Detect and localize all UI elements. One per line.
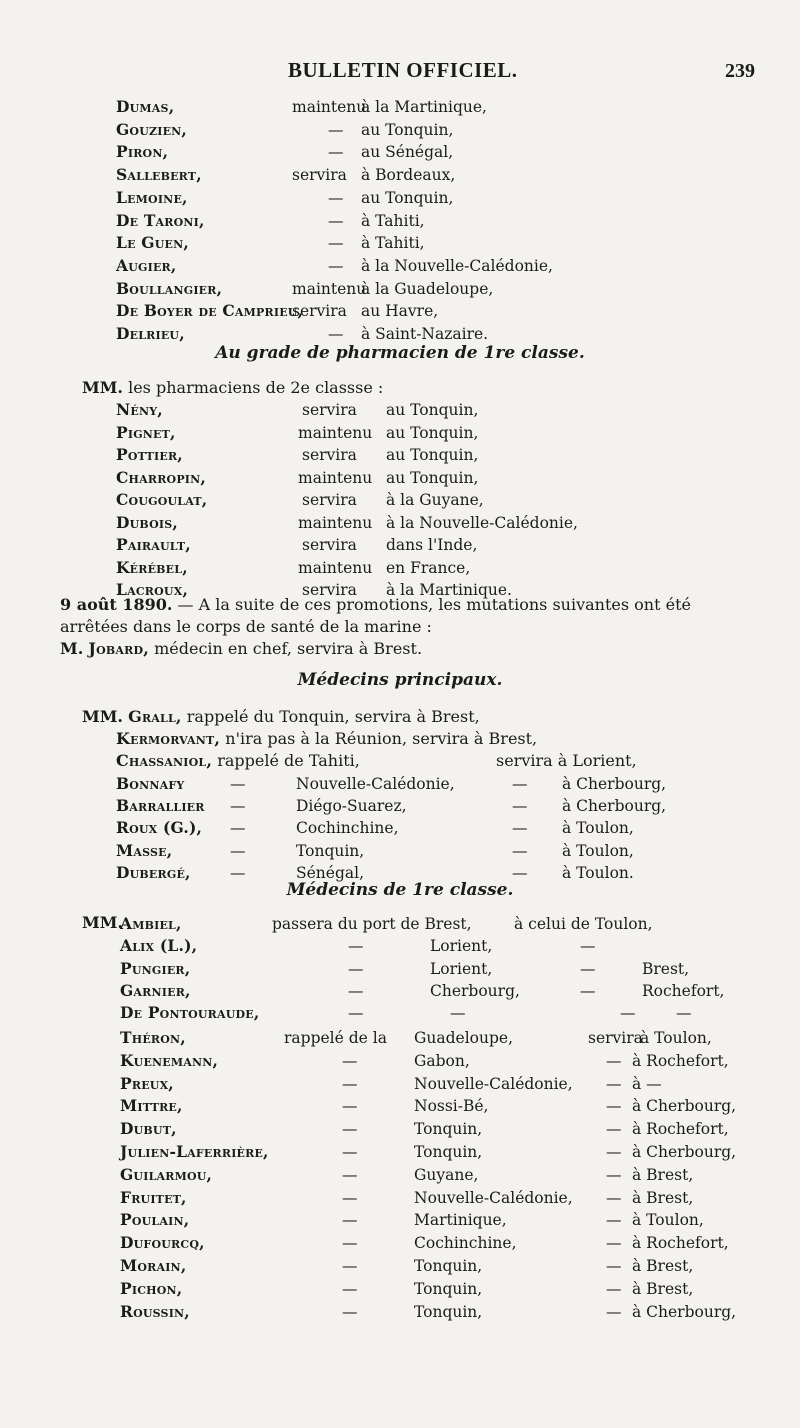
- assignment-verb: servira: [302, 491, 357, 509]
- ditto-mark: —: [230, 775, 246, 793]
- officer-name: Augier,: [116, 255, 177, 275]
- intro-text: les pharmaciens de 2e classse :: [128, 378, 384, 397]
- table-row: [120, 1072, 780, 1096]
- origin: Nossi-Bé,: [414, 1097, 489, 1116]
- destination: à Tahiti,: [361, 211, 425, 230]
- origin: Tonquin,: [414, 1120, 483, 1139]
- doctor-name: Alix (L.),: [120, 936, 198, 956]
- pharmacist-name: Pottier,: [116, 445, 183, 464]
- recall-text: —: [342, 1165, 358, 1184]
- assignment-verb: servira: [302, 581, 357, 599]
- assignment-verb: maintenu: [298, 558, 373, 577]
- table-row: [120, 957, 780, 981]
- table-row: [120, 1094, 780, 1118]
- port: —: [450, 1004, 466, 1023]
- grall-text: rappelé du Tonquin, servira à Brest,: [181, 707, 480, 726]
- pharmacist-name: Cougoulat,: [116, 490, 208, 509]
- assignment-verb: maintenu: [298, 468, 373, 487]
- list-row: [116, 186, 780, 210]
- assignment-verb: —: [328, 234, 344, 253]
- ditto-mark: —: [606, 1279, 622, 1298]
- list-row: [116, 421, 780, 445]
- table-row: [120, 1186, 780, 1210]
- officer-name: Dumas,: [116, 97, 175, 116]
- recall-text: —: [342, 1097, 358, 1116]
- list-row: [116, 95, 780, 119]
- decree-line-2: [60, 616, 432, 638]
- assignment-verb: —: [328, 143, 344, 162]
- table-row: [116, 816, 780, 840]
- ditto-mark: —: [512, 775, 528, 793]
- origin: Diégo-Suarez,: [296, 797, 407, 816]
- officer-name: Delrieu,: [116, 324, 185, 343]
- doctor-name: Dubut,: [120, 1119, 177, 1139]
- destination: au Tonquin,: [386, 401, 479, 419]
- table-row: [120, 1300, 780, 1324]
- destination: Rochefort,: [642, 981, 725, 1000]
- ditto-mark: —: [606, 1074, 622, 1093]
- list-row: [116, 140, 780, 164]
- list-row: [116, 533, 780, 557]
- table-row: [120, 1231, 780, 1255]
- origin: Cochinchine,: [414, 1234, 517, 1253]
- list-row: [116, 443, 780, 467]
- assignment-verb: servira: [292, 302, 347, 321]
- doctor-name: Pichon,: [120, 1278, 183, 1298]
- origin: Cochinchine,: [296, 819, 399, 838]
- heading-text: Au grade de pharmacien de 1re classe.: [215, 343, 585, 363]
- officer-name: Le Guen,: [116, 233, 189, 253]
- origin: Nouvelle-Calédonie,: [296, 775, 455, 793]
- table-row: [120, 1277, 780, 1301]
- destination: à la Martinique,: [361, 98, 487, 116]
- assignment-verb: maintenu: [292, 98, 367, 116]
- assignment-verb: servira: [292, 166, 347, 185]
- assignment-verb: —: [328, 325, 344, 343]
- origin: Gabon,: [414, 1051, 470, 1070]
- ditto-mark: —: [348, 937, 364, 956]
- origin: Guyane,: [414, 1165, 479, 1184]
- list-row: [116, 254, 780, 278]
- jobard-name: Jobard,: [88, 639, 150, 658]
- doctor-name: Preux,: [120, 1073, 174, 1093]
- assignment-verb: maintenu: [298, 513, 373, 532]
- ditto-mark: —: [580, 981, 596, 1000]
- officer-name: Boullangier,: [116, 278, 223, 298]
- m-label: M.: [60, 639, 84, 658]
- recall-text: —: [342, 1051, 358, 1070]
- heading-text: Médecins de 1re classe.: [286, 880, 514, 900]
- doctor-name: Roussin,: [120, 1301, 190, 1321]
- ditto-mark: —: [512, 841, 528, 860]
- doctor-name: De Pontouraude,: [120, 1003, 260, 1023]
- section-heading-medecins-1re: [0, 880, 800, 900]
- origin: Tonquin,: [414, 1302, 483, 1321]
- table-row: [120, 1254, 780, 1278]
- ditto-mark: —: [606, 1143, 622, 1161]
- doctor-name: Julien-Laferrière,: [120, 1142, 269, 1161]
- ditto-mark: —: [512, 863, 528, 882]
- assignment-verb: servira: [302, 401, 357, 419]
- assignment-verb: —: [328, 211, 344, 230]
- port: Lorient,: [430, 937, 493, 956]
- destination: au Havre,: [361, 302, 439, 321]
- table-row: [116, 794, 780, 818]
- doctor-name: Masse,: [116, 840, 173, 860]
- destination: à Brest,: [632, 1165, 694, 1184]
- destination: au Tonquin,: [386, 446, 479, 464]
- origin: Martinique,: [414, 1211, 507, 1230]
- assignment-verb: —: [328, 120, 344, 139]
- recall-text: —: [342, 1074, 358, 1093]
- list-row: [116, 209, 780, 233]
- table-row: [120, 1049, 780, 1073]
- kermorvant-name: Kermorvant,: [116, 729, 221, 748]
- pharmaciens-intro: [82, 377, 383, 399]
- pharmacist-name: Pairault,: [116, 535, 191, 554]
- origin: Tonquin,: [414, 1257, 483, 1275]
- pharmacist-name: Kérébel,: [116, 557, 188, 577]
- destination: à Toulon,: [640, 1029, 712, 1047]
- ditto-mark: —: [606, 1188, 622, 1207]
- destination: au Sénégal,: [361, 143, 454, 162]
- doctor-name: Dubergé,: [116, 862, 191, 882]
- table-row: [120, 934, 780, 958]
- table-row: [120, 1001, 780, 1025]
- decree-line-1: [60, 594, 691, 616]
- origin: Tonquin,: [296, 841, 365, 860]
- ditto-mark: —: [606, 1234, 622, 1253]
- list-row: [116, 466, 780, 490]
- table-row: [120, 979, 780, 1003]
- recall-text: —: [342, 1143, 358, 1161]
- recall-text: rappelé de la: [284, 1029, 387, 1047]
- ditto-mark: —: [606, 1120, 622, 1139]
- chassaniol-destination: servira à Lorient,: [496, 751, 637, 770]
- destination: à Brest,: [632, 1188, 694, 1207]
- ditto-mark: —: [512, 819, 528, 838]
- section-heading-pharmacien: [0, 343, 800, 363]
- officer-name: De Boyer de Camprieu,: [116, 301, 304, 321]
- decree-date: 9 août 1890.: [60, 595, 173, 614]
- ditto-mark: —: [606, 1257, 622, 1275]
- destination: à Saint-Nazaire.: [361, 325, 489, 343]
- list-row: [116, 299, 780, 323]
- ditto-mark: —: [606, 1302, 622, 1321]
- destination: à Bordeaux,: [361, 166, 456, 185]
- pharmacist-name: Dubois,: [116, 512, 179, 532]
- destination: à Brest,: [632, 1279, 694, 1298]
- ditto-mark: —: [230, 819, 246, 838]
- list-row: [116, 163, 780, 187]
- destination: à la Martinique.: [386, 581, 512, 599]
- doctor-name: Barrallier: [116, 796, 205, 816]
- officer-name: Lemoine,: [116, 187, 188, 207]
- doctor-name: Bonnafy: [116, 774, 185, 793]
- ditto-mark: —: [606, 1211, 622, 1230]
- ditto-mark: —: [230, 841, 246, 860]
- chassaniol-text: rappelé de Tahiti,: [212, 751, 360, 770]
- ditto-mark: —: [348, 959, 364, 978]
- assignment-verb: —: [328, 188, 344, 207]
- transfer-text: passera du port de Brest,: [272, 915, 472, 933]
- ditto-mark: —: [606, 1097, 622, 1116]
- ditto-mark: —: [606, 1165, 622, 1184]
- doctor-name: Ambiel,: [120, 914, 182, 933]
- doctor-name: Guilarmou,: [120, 1164, 213, 1184]
- destination: au Tonquin,: [386, 468, 479, 487]
- page-number: 239: [725, 60, 755, 82]
- table-row: [120, 1208, 780, 1232]
- list-row: [116, 488, 780, 512]
- list-row: [116, 118, 780, 142]
- port: Lorient,: [430, 959, 493, 978]
- destination: à la Nouvelle-Calédonie,: [386, 513, 578, 532]
- list-row: [116, 511, 780, 535]
- destination: en France,: [386, 558, 471, 577]
- table-row: [116, 839, 780, 863]
- assignment-verb: —: [328, 256, 344, 275]
- destination: au Tonquin,: [361, 188, 454, 207]
- doctor-name: Garnier,: [120, 980, 191, 1000]
- table-row: [120, 912, 780, 936]
- doctor-name: Théron,: [120, 1028, 186, 1047]
- list-row: [116, 398, 780, 422]
- destination: à Brest,: [632, 1257, 694, 1275]
- origin: Nouvelle-Calédonie,: [414, 1074, 573, 1093]
- recall-text: —: [342, 1257, 358, 1275]
- origin: Nouvelle-Calédonie,: [414, 1188, 573, 1207]
- officer-name: Sallebert,: [116, 165, 202, 185]
- destination: à Toulon.: [562, 863, 634, 882]
- table-row: [120, 1026, 780, 1050]
- list-row: [116, 231, 780, 255]
- destination: —: [676, 1004, 692, 1023]
- destination: à Cherbourg,: [562, 797, 667, 816]
- recall-text: —: [342, 1188, 358, 1207]
- decree-line-3: [60, 638, 422, 660]
- doctor-name: Kuenemann,: [120, 1050, 219, 1070]
- pharmacist-name: Lacroux,: [116, 580, 189, 599]
- decree-text-1: — A la suite de ces promotions, les mutations suivantes ont été: [172, 595, 691, 614]
- destination: à la Nouvelle-Calédonie,: [361, 256, 553, 275]
- recall-text: —: [342, 1120, 358, 1139]
- list-row: [116, 556, 780, 580]
- destination: Brest,: [642, 959, 690, 978]
- assignment-verb: servira: [302, 536, 357, 554]
- mm-label: MM.: [82, 707, 123, 726]
- chassaniol-name: Chassaniol,: [116, 751, 213, 770]
- doctor-name: Morain,: [120, 1256, 187, 1275]
- origin: Tonquin,: [414, 1143, 483, 1161]
- assignment-verb: servira: [302, 446, 357, 464]
- table-row: [116, 772, 780, 796]
- origin: Guadeloupe,: [414, 1029, 513, 1047]
- ditto-mark: servira: [588, 1029, 643, 1047]
- section-heading-medecins-principaux: [0, 670, 800, 690]
- origin: Tonquin,: [414, 1279, 483, 1298]
- grall-name: Grall,: [128, 707, 182, 726]
- ditto-mark: —: [230, 797, 246, 816]
- destination: à Toulon,: [562, 841, 634, 860]
- table-row: [120, 1117, 780, 1141]
- recall-text: —: [342, 1211, 358, 1230]
- ditto-mark: —: [580, 959, 596, 978]
- principal-line-3: [116, 750, 676, 772]
- doctor-name: Mittre,: [120, 1096, 183, 1116]
- page-header: [0, 58, 800, 88]
- doctor-name: Poulain,: [120, 1210, 190, 1230]
- pharmacist-name: Pignet,: [116, 422, 176, 442]
- decree-text-2: arrêtées dans le corps de santé de la marine :: [60, 617, 432, 636]
- principal-line-1: [82, 706, 480, 728]
- origin: Sénégal,: [296, 863, 364, 882]
- destination: à celui de Toulon,: [514, 915, 653, 933]
- officer-name: Piron,: [116, 142, 169, 162]
- mm-label-section4: MM.: [82, 913, 123, 932]
- ditto-mark: —: [512, 797, 528, 816]
- officer-name: De Taroni,: [116, 210, 205, 230]
- destination: à Cherbourg,: [632, 1097, 737, 1116]
- pharmacist-name: Charropin,: [116, 467, 206, 487]
- ditto-mark: —: [606, 1051, 622, 1070]
- destination: à Rochefort,: [632, 1120, 729, 1139]
- destination: à Cherbourg,: [562, 775, 667, 793]
- recall-text: —: [342, 1302, 358, 1321]
- doctor-name: Fruitet,: [120, 1187, 187, 1207]
- destination: à la Guyane,: [386, 491, 484, 509]
- assignment-verb: maintenu: [292, 279, 367, 298]
- ditto-mark: —: [348, 1004, 364, 1023]
- destination: dans l'Inde,: [386, 536, 478, 554]
- destination: à —: [632, 1074, 662, 1093]
- heading-text: Médecins principaux.: [297, 670, 503, 690]
- officer-name: Gouzien,: [116, 119, 188, 139]
- destination: à Rochefort,: [632, 1234, 729, 1253]
- destination: au Tonquin,: [386, 423, 479, 442]
- ditto-mark: —: [230, 863, 246, 882]
- mm-label: MM.: [82, 378, 123, 397]
- destination: à la Guadeloupe,: [361, 279, 494, 298]
- destination: à Toulon,: [562, 819, 634, 838]
- table-row: [120, 1163, 780, 1187]
- assignment-verb: maintenu: [298, 423, 373, 442]
- port: Cherbourg,: [430, 981, 520, 1000]
- doctor-name: Dufourcq,: [120, 1233, 205, 1253]
- recall-text: —: [342, 1234, 358, 1253]
- destination: à Cherbourg,: [632, 1302, 737, 1321]
- recall-text: —: [342, 1279, 358, 1298]
- running-title: BULLETIN OFFICIEL.: [288, 58, 518, 82]
- doctor-name: Pungier,: [120, 958, 191, 978]
- destination: à Rochefort,: [632, 1051, 729, 1070]
- kermorvant-text: n'ira pas à la Réunion, servira à Brest,: [220, 729, 538, 748]
- ditto-mark: —: [580, 937, 596, 956]
- destination: à Tahiti,: [361, 234, 425, 253]
- ditto-mark: —: [348, 981, 364, 1000]
- decree-text-3: médecin en chef, servira à Brest.: [149, 639, 423, 658]
- destination: à Toulon,: [632, 1211, 704, 1230]
- list-row: [116, 277, 780, 301]
- pharmacist-name: Nény,: [116, 400, 163, 419]
- destination: au Tonquin,: [361, 120, 454, 139]
- ditto-mark: —: [620, 1004, 636, 1023]
- destination: à Cherbourg,: [632, 1143, 737, 1161]
- doctor-name: Roux (G.),: [116, 818, 203, 838]
- table-row: [120, 1140, 780, 1164]
- principal-line-2: [116, 728, 537, 750]
